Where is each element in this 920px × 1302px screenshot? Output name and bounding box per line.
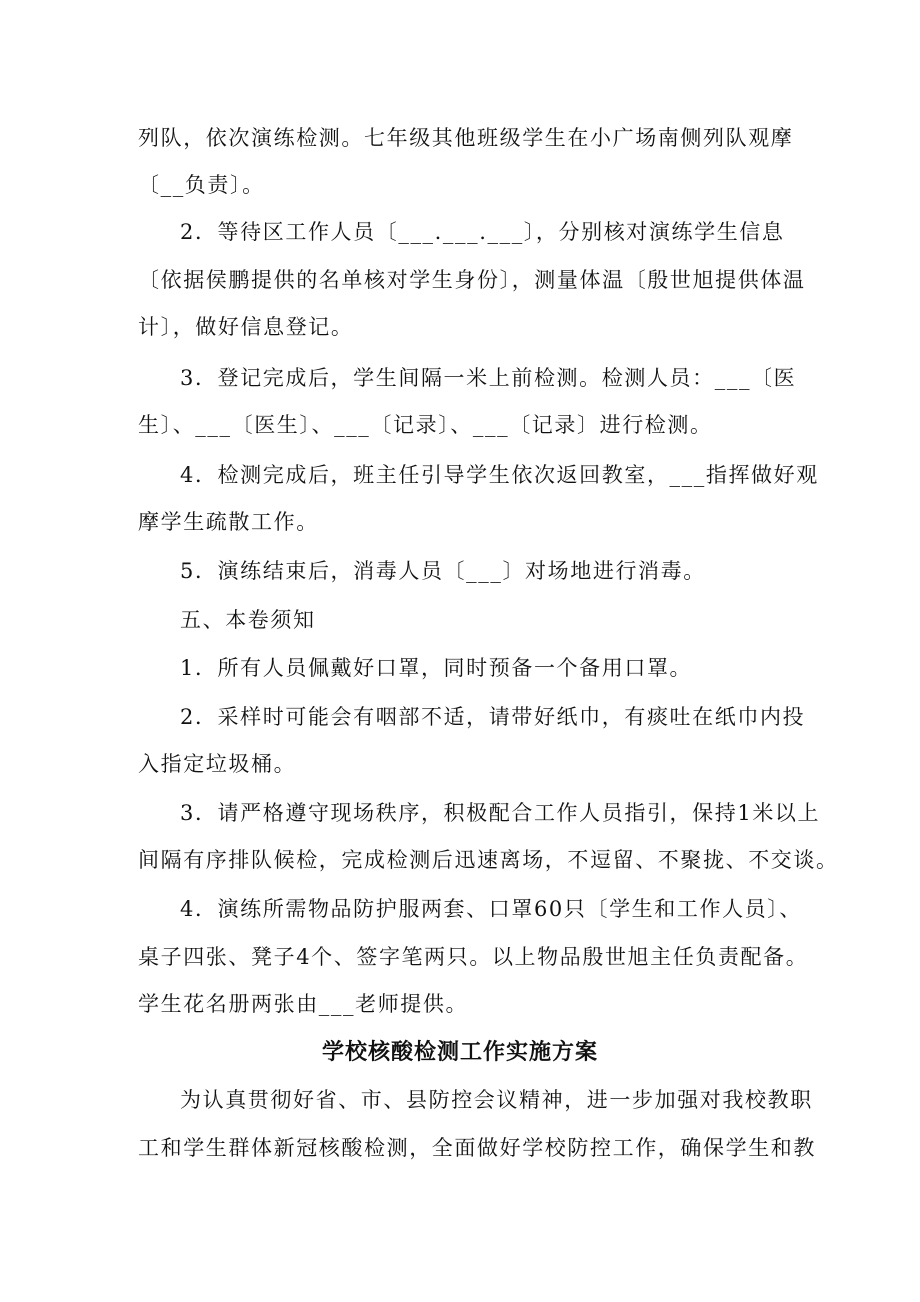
intro-line: 工和学生群体新冠核酸检测，全面做好学校防控工作，确保学生和教 — [138, 1136, 816, 1160]
text-line: 〔依据侯鹏提供的名单核对学生身份〕，测量体温〔殷世旭提供体温 — [138, 268, 806, 292]
text-line: 3．登记完成后，学生间隔一米上前检测。检测人员：___〔医 — [180, 366, 797, 390]
text-line: 列队，依次演练检测。七年级其他班级学生在小广场南侧列队观摩 — [138, 126, 794, 150]
text-line: 间隔有序排队候检，完成检测后迅速离场，不逗留、不聚拢、不交谈。 — [138, 848, 839, 872]
text-line: 5．演练结束后，消毒人员〔___〕对场地进行消毒。 — [180, 559, 706, 583]
text-line: 生〕、___〔医生〕、___〔记录〕、___〔记录〕进行检测。 — [138, 413, 713, 437]
text-line: 3．请严格遵守现场秩序，积极配合工作人员指引，保持1米以上 — [180, 801, 821, 825]
text-line: 学生花名册两张由___老师提供。 — [138, 992, 469, 1016]
text-line: 摩学生疏散工作。 — [138, 510, 319, 534]
text-line: 2．等待区工作人员〔___.___.___〕，分别核对演练学生信息 — [180, 220, 785, 244]
text-line: 2．采样时可能会有咽部不适，请带好纸巾，有痰吐在纸巾内投 — [180, 705, 806, 729]
text-line: 计〕，做好信息登记。 — [138, 315, 354, 339]
section-heading: 五、本卷须知 — [180, 608, 316, 632]
text-line: 1．所有人员佩戴好口罩，同时预备一个备用口罩。 — [180, 656, 693, 680]
text-line: 4．检测完成后，班主任引导学生依次返回教室，___指挥做好观 — [180, 463, 819, 487]
intro-line: 为认真贯彻好省、市、县防控会议精神，进一步加强对我校教职 — [180, 1088, 813, 1112]
text-line: 桌子四张、凳子4个、签字笔两只。以上物品殷世旭主任负责配备。 — [138, 945, 809, 969]
text-line: 〔__负责〕。 — [138, 173, 265, 197]
text-line: 4．演练所需物品防护服两套、口罩60只〔学生和工作人员〕、 — [180, 897, 802, 921]
text-line: 入指定垃圾桶。 — [138, 752, 297, 776]
document-title: 学校核酸检测工作实施方案 — [321, 1040, 598, 1065]
